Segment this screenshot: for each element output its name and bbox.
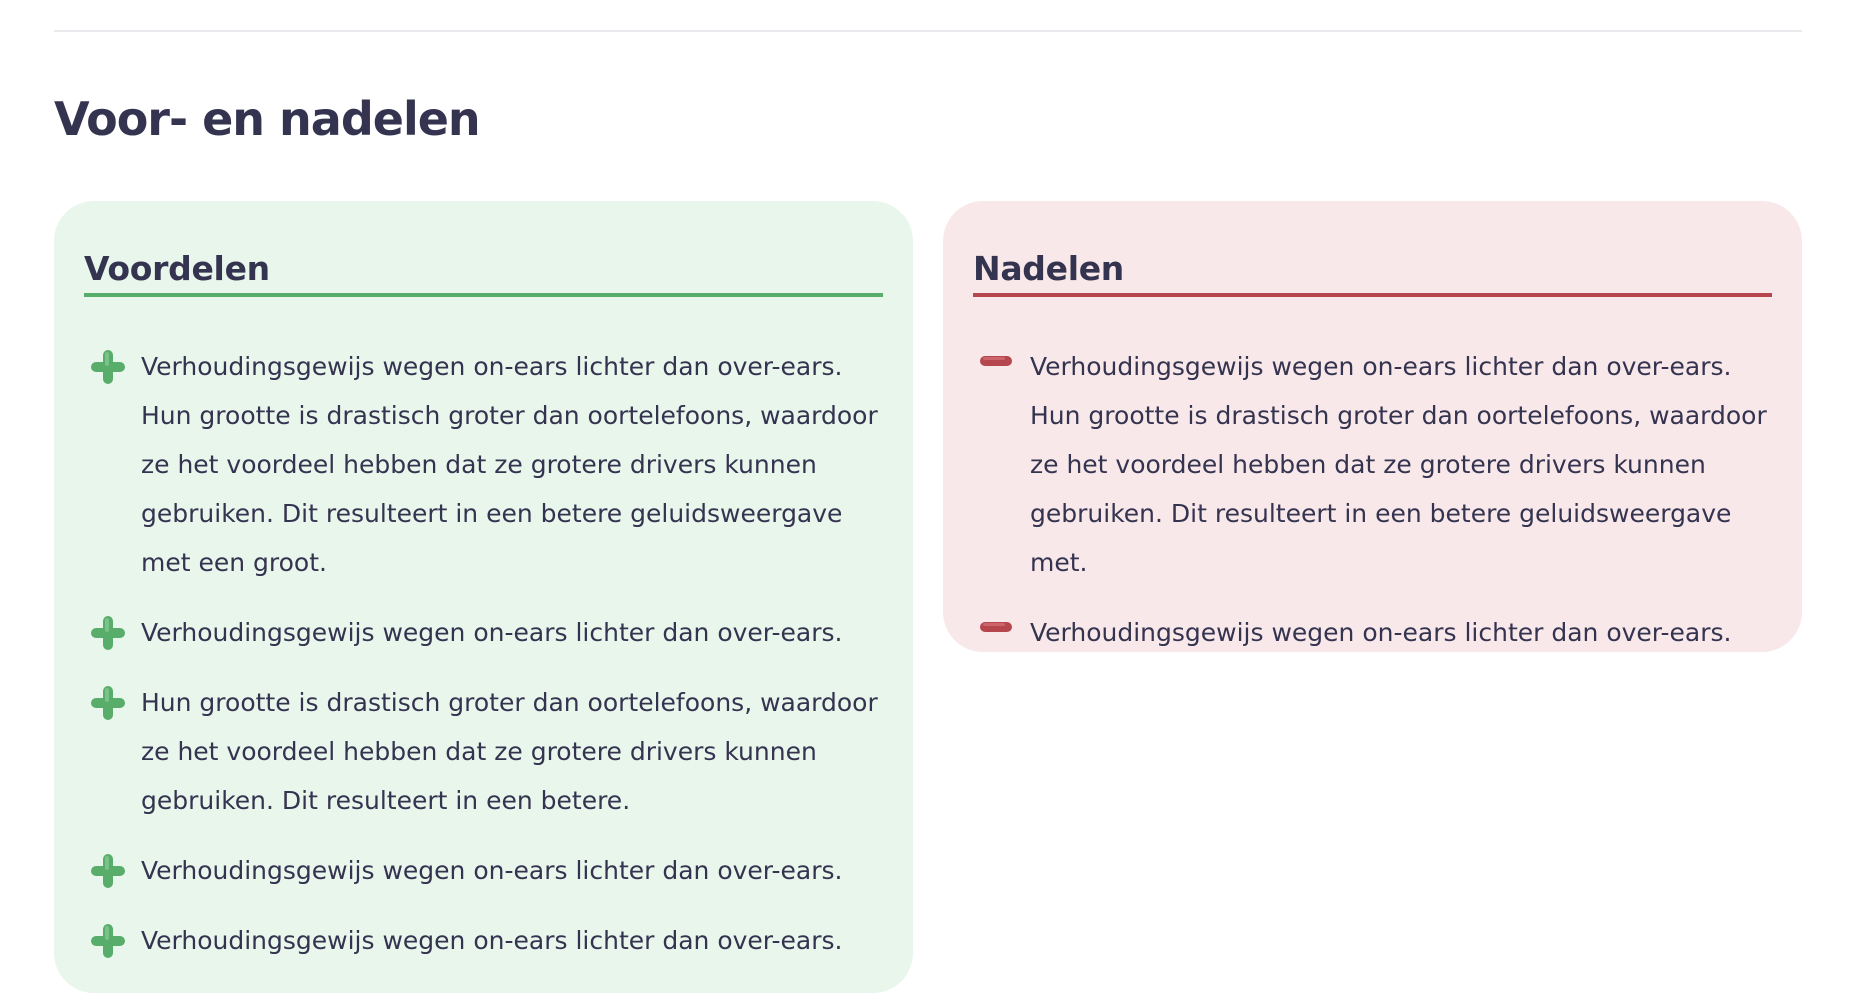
pros-item-text: Hun grootte is drastisch groter dan oortelefoons, waardoor ze het voordeel hebben dat ze grotere drivers kunnen gebruiken. Dit resulteert in een betere. [141,688,878,816]
pros-item [84,916,883,965]
cons-title: Nadelen [973,251,1772,297]
cons-item [973,342,1772,587]
plus-icon [88,347,128,387]
pros-item [84,678,883,825]
pros-item-text: Verhoudingsgewijs wegen on-ears lichter dan over-ears. [141,856,843,886]
top-divider [54,30,1802,32]
cons-list [973,342,1772,657]
pros-item [84,342,883,587]
plus-icon [88,921,128,961]
cons-item [973,608,1772,657]
pros-item-text: Verhoudingsgewijs wegen on-ears lichter dan over-ears. Hun grootte is drastisch groter dan oortelefoons, waardoor ze het voordeel hebben dat ze grotere drivers kunnen gebruiken. Dit resulteert in een betere geluidsweergave met een groot. [141,352,878,578]
pros-title: Voordelen [84,251,883,297]
cons-card [943,201,1802,652]
plus-icon [88,851,128,891]
cons-item-text: Verhoudingsgewijs wegen on-ears lichter dan over-ears. Hun grootte is drastisch groter dan oortelefoons, waardoor ze het voordeel hebben dat ze grotere drivers kunnen gebruiken. Dit resulteert in een betere geluidsweergave met. [1030,352,1767,578]
pros-item-text: Verhoudingsgewijs wegen on-ears lichter dan over-ears. [141,926,843,956]
pros-card [54,201,913,993]
pros-item [84,608,883,657]
cons-item-text: Verhoudingsgewijs wegen on-ears lichter dan over-ears. [1030,618,1732,648]
plus-icon [88,613,128,653]
pros-item-text: Verhoudingsgewijs wegen on-ears lichter dan over-ears. [141,618,843,648]
pros-list [84,342,883,965]
plus-icon [88,683,128,723]
minus-icon [977,613,1017,653]
minus-icon [977,347,1017,387]
pros-item [84,846,883,895]
section-title: Voor- en nadelen [54,92,480,146]
